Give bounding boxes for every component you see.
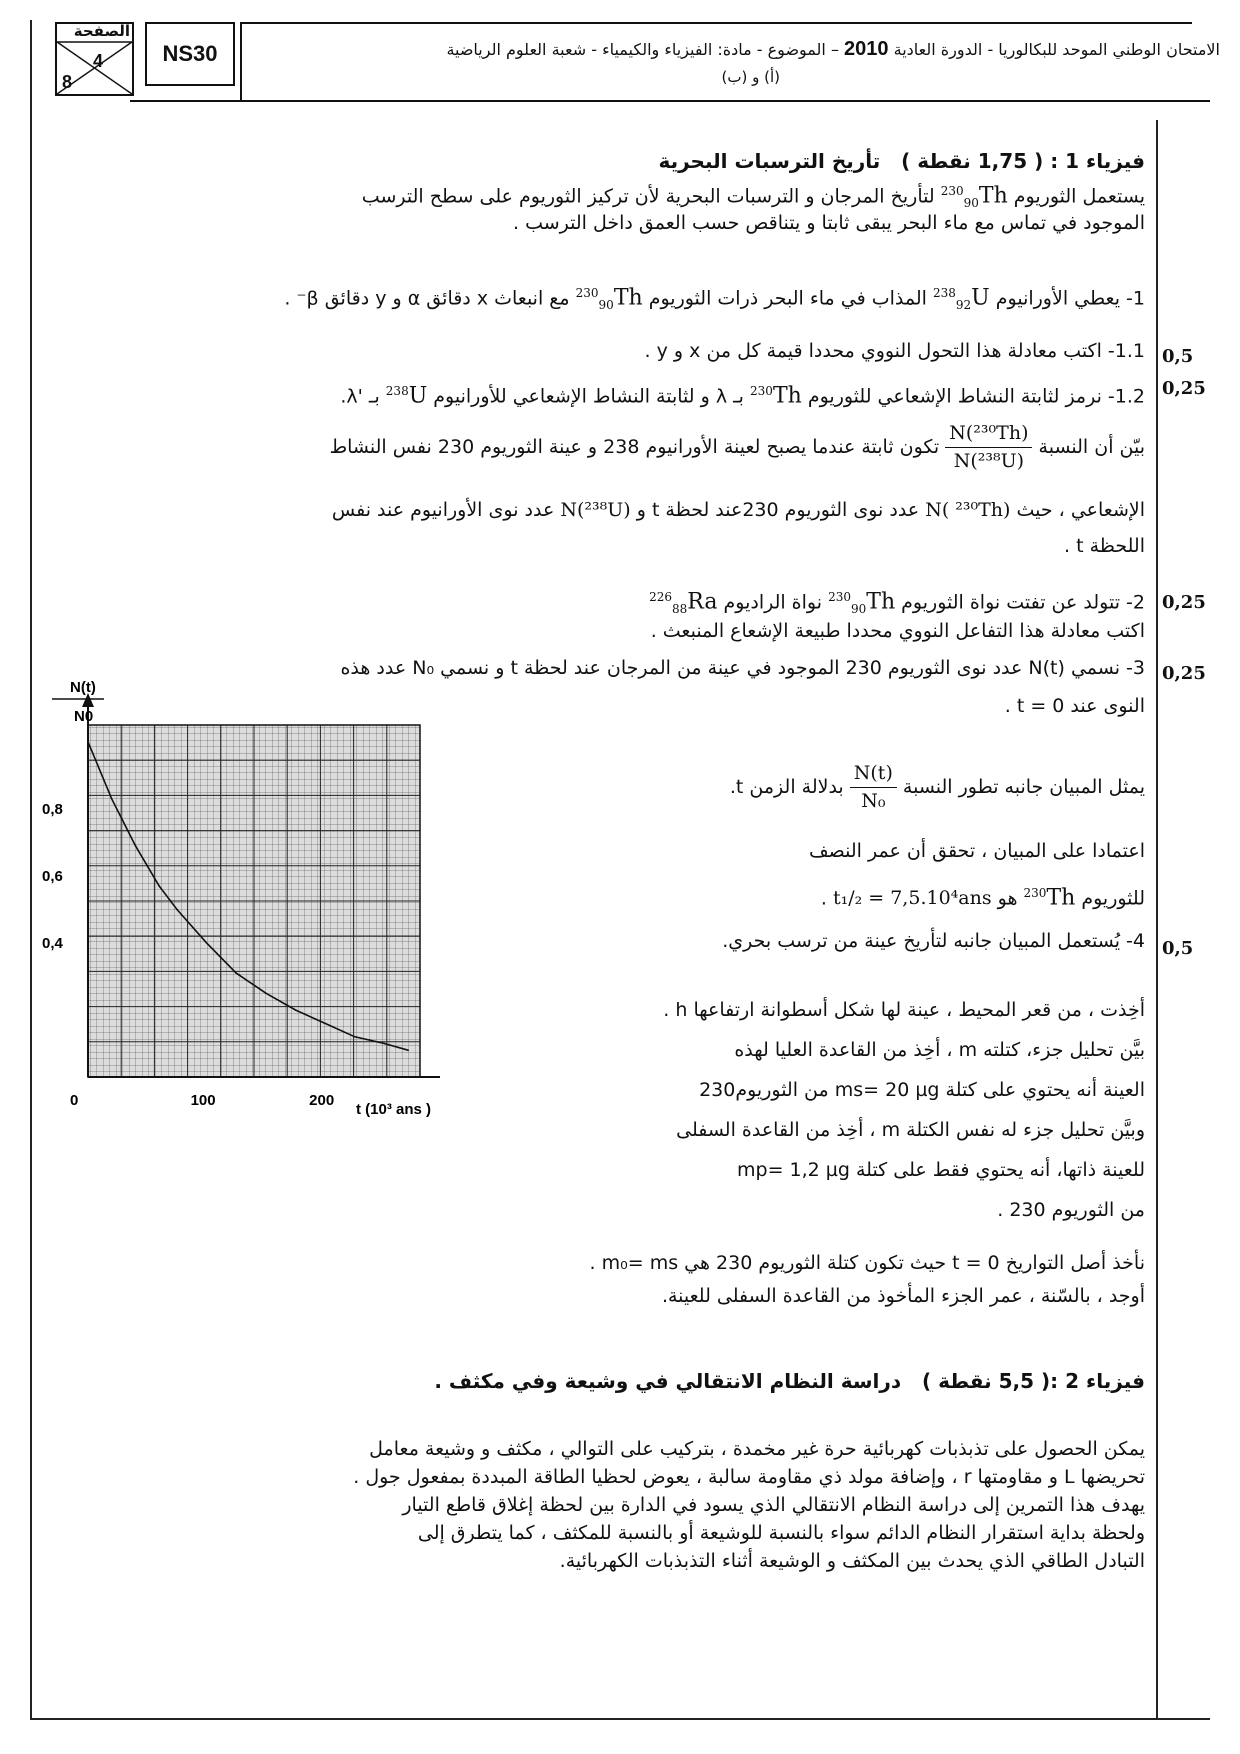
intro-text-a: يستعمل الثوريوم bbox=[1013, 185, 1145, 208]
decay-curve-point bbox=[265, 992, 267, 994]
q1-2-part-c: بـ 'λ. bbox=[340, 385, 380, 408]
graph-intro-a: يمثل المبيان جانبه تطور النسبة bbox=[902, 776, 1145, 798]
q2-part-a: 2- تتولد عن تفتت نواة الثوريوم bbox=[901, 591, 1145, 614]
ex2-line-2: تحريضها L و مقاومتها r ، وإضافة مولد ذي مقاومة سالبة ، يعوض لحظيا الطاقة المبددة بمفعول جول . bbox=[353, 1466, 1145, 1488]
chart-grid bbox=[88, 725, 420, 1077]
q1-2-text bbox=[85, 378, 1145, 410]
decay-curve-point bbox=[384, 1043, 386, 1045]
decay-curve-point bbox=[295, 1009, 297, 1011]
x-tick-label: 0 bbox=[70, 1092, 79, 1109]
q4-body bbox=[525, 990, 1145, 1230]
nuclide-th230-q1: $^{230}_{90}$Th bbox=[575, 285, 643, 313]
score-column-divider bbox=[1156, 120, 1158, 1718]
q1-2-part-b: بـ λ و لثابتة النشاط الإشعاعي للأورانيوم bbox=[433, 385, 744, 408]
x-tick-label: 200 bbox=[309, 1092, 335, 1109]
header-rule bbox=[130, 100, 1210, 102]
ratio-condition: تكون ثابتة عندما يصبح لعينة الأورانيوم 238 و عينة الثوريوم 230 نفس النشاط bbox=[329, 436, 940, 458]
y-tick-label: 0,4 bbox=[42, 934, 63, 952]
q1-part-b: المذاب في ماء البحر ذرات الثوريوم bbox=[648, 287, 927, 310]
score-q4: 0,5 bbox=[1162, 938, 1194, 959]
ratio-denominator: N(²³⁸U) bbox=[953, 450, 1025, 472]
where-b: عدد نوى الثوريوم 230عند لحظة t و bbox=[636, 499, 920, 521]
half-life-value: t₁/₂ = 7,5.10⁴ans bbox=[832, 887, 992, 910]
q4-origin: نأخذ أصل التواريخ t = 0 حيث تكون كتلة الثوريوم 230 هي m₀= ms . bbox=[589, 1252, 1145, 1274]
nuclide-th230-q3: $^{230}$Th bbox=[1023, 885, 1076, 911]
q4-line-d: وبيَّن تحليل جزء له نفس الكتلة m ، أخِذ من القاعدة السفلى bbox=[676, 1119, 1145, 1141]
q1-text bbox=[85, 280, 1145, 319]
q3-text: 3- نسمي N(t) عدد نوى الثوريوم 230 الموجود في عينة من المرجان عند لحظة t و نسمي N₀ عدد هذه bbox=[340, 657, 1145, 679]
q3-t0: النوى عند t = 0 . bbox=[1004, 695, 1145, 717]
q4-line-a: أخِذت ، من قعر المحيط ، عينة لها شكل أسطوانة ارتفاعها h . bbox=[663, 999, 1145, 1021]
nt-n0-fraction bbox=[850, 760, 897, 815]
ex2-line-5: التبادل الطاقي الذي يحدث بين المكثف و الوشيعة أثناء التذبذبات الكهربائية. bbox=[559, 1550, 1145, 1572]
decay-chart bbox=[38, 675, 508, 1140]
ex1-title bbox=[658, 148, 1145, 175]
header-box bbox=[240, 22, 1192, 102]
q1-part-a: 1- يعطي الأورانيوم bbox=[995, 287, 1145, 310]
header-title bbox=[290, 38, 1220, 61]
score-q1-2: 0,25 bbox=[1162, 378, 1206, 399]
q4-line-b: بيَّن تحليل جزء، كتلته m ، أخِذ من القاعدة العليا لهذه bbox=[734, 1039, 1145, 1061]
nuclide-th230: $^{230}_{90}$Th bbox=[940, 183, 1008, 211]
half-life-b: هو bbox=[997, 887, 1018, 910]
n0-denominator: N₀ bbox=[861, 790, 886, 812]
decay-curve-point bbox=[158, 885, 160, 887]
page-number-box bbox=[55, 22, 134, 96]
ex2-paragraph bbox=[85, 1435, 1145, 1575]
decay-curve-point bbox=[135, 845, 137, 847]
ex2-line-3: يهدف هذا التمرين إلى دراسة النظام الانتقالي الذي يسود في الدارة بين لحظة إغلاق قاطع التيار bbox=[402, 1494, 1145, 1516]
y-tick-label: 0,8 bbox=[42, 800, 63, 818]
decay-curve-point bbox=[354, 1036, 356, 1038]
exam-code: NS30 bbox=[145, 22, 235, 86]
q4-line-c: العينة أنه يحتوي على كتلة ms= 20 µg من الثوريوم230 bbox=[699, 1079, 1145, 1101]
ex1-subtitle: تأريخ الترسبات البحرية bbox=[658, 149, 881, 173]
decay-curve-point bbox=[407, 1049, 409, 1051]
x-axis-label: t (10³ ans ) bbox=[356, 1101, 432, 1118]
nt-numerator: N(t) bbox=[850, 760, 897, 788]
header-subject: – الموضوع - مادة: الفيزياء والكيمياء - شعبة العلوم الرياضية bbox=[446, 40, 839, 59]
q4-find-age: أوجد ، بالسّنة ، عمر الجزء المأخوذ من القاعدة السفلى للعينة. bbox=[661, 1285, 1145, 1307]
nuclide-u238: $^{238}_{92}$U bbox=[932, 285, 990, 313]
page-frame-bottom bbox=[30, 1718, 1210, 1720]
where-c: عدد نوى الأورانيوم عند نفس bbox=[331, 499, 555, 521]
ratio-numerator: N(²³⁰Th) bbox=[945, 420, 1032, 448]
x-tick-label: 100 bbox=[190, 1092, 216, 1109]
q1-part-c: مع انبعاث x دقائق α و y دقائق β⁻ . bbox=[284, 287, 570, 310]
q3-half-life: للثوريوم $^{230}$Th هو t₁/₂ = 7,5.10⁴ans . bbox=[525, 880, 1145, 912]
y-tick-label: 0,6 bbox=[42, 867, 63, 885]
page-number: 4 bbox=[93, 51, 104, 71]
decay-curve-point bbox=[111, 798, 113, 800]
y-axis-label-numerator: N(t) bbox=[70, 679, 96, 696]
q1-2-instant: اللحظة t . bbox=[1064, 535, 1145, 557]
y-axis-label-denominator: N0 bbox=[74, 708, 94, 725]
ratio-intro: بيّن أن النسبة bbox=[1038, 436, 1145, 458]
decay-curve-point bbox=[235, 972, 237, 974]
ratio-fraction bbox=[945, 420, 1032, 475]
header-session: الامتحان الوطني الموحد للبكالوريا - الدورة العادية bbox=[893, 40, 1220, 59]
q4-text: 4- يُستعمل المبيان جانبه لتأريخ عينة من ترسب بحري. bbox=[722, 930, 1145, 952]
ex1-title-points: فيزياء 1 : ( 1,75 نقطة ) bbox=[901, 149, 1145, 173]
decay-curve-point bbox=[176, 909, 178, 911]
ex1-intro-line2: الموجود في تماس مع ماء البحر يبقى ثابتا و يتناقص حسب العمق داخل الترسب . bbox=[513, 212, 1145, 234]
ex2-title-points: فيزياء 2 :( 5,5 نقطة ) bbox=[922, 1369, 1145, 1393]
page-label: الصفحة bbox=[73, 22, 130, 40]
score-q2: 0,25 bbox=[1162, 592, 1206, 613]
nuclide-th230-q12: $^{230}$Th bbox=[750, 383, 802, 409]
q4-line-e: للعينة ذاتها، أنه يحتوي فقط على كتلة mp= 1,2 µg bbox=[737, 1159, 1145, 1181]
score-q1-1: 0,5 bbox=[1162, 346, 1194, 367]
page-total: 8 bbox=[62, 72, 73, 92]
decay-curve-point bbox=[206, 942, 208, 944]
ex2-subtitle: دراسة النظام الانتقالي في وشيعة وفي مكثف . bbox=[434, 1369, 902, 1393]
q4-line-f: من الثوريوم 230 . bbox=[997, 1199, 1145, 1221]
ex2-line-4: ولحظة بداية استقرار النظام الدائم سواء بالنسبة للوشيعة أو بالنسبة للمكثف ، كما يتطرق إلى bbox=[417, 1522, 1145, 1544]
decay-curve-point bbox=[324, 1023, 326, 1025]
n-uranium: N(²³⁸U) bbox=[560, 499, 631, 521]
intro-text-b: لتأريخ المرجان و الترسبات البحرية لأن تركيز الثوريوم على سطح الترسب bbox=[361, 185, 935, 208]
q1-1-text: 1.1- اكتب معادلة هذا التحول النووي محددا قيمة كل من x و y . bbox=[644, 340, 1145, 362]
q1-2-where-line bbox=[85, 497, 1145, 524]
ex2-title bbox=[434, 1368, 1145, 1395]
nuclide-u238-q12: $^{238}$U bbox=[385, 383, 428, 409]
score-q3: 0,25 bbox=[1162, 663, 1206, 684]
decay-curve-point bbox=[87, 741, 89, 743]
header-options: (أ) و (ب) bbox=[721, 68, 780, 86]
page-frame-left bbox=[30, 20, 32, 1720]
q2-instruction: اكتب معادلة هذا التفاعل النووي محددا طبيعة الإشعاع المنبعث . bbox=[650, 620, 1145, 642]
q1-2-part-a: 1.2- نرمز لثابتة النشاط الإشعاعي للثوريوم bbox=[807, 385, 1145, 408]
q1-2-ratio-line bbox=[85, 420, 1145, 475]
q2-part-b: نواة الراديوم bbox=[723, 591, 823, 614]
header-year: 2010 bbox=[844, 38, 889, 60]
nuclide-ra226: $^{226}_{88}$Ra bbox=[649, 589, 718, 617]
ex2-line-1: يمكن الحصول على تذبذبات كهربائية حرة غير مخمدة ، بتركيب على التوالي ، مكثف و وشيعة معامل bbox=[369, 1438, 1145, 1460]
q3-graph-line bbox=[525, 760, 1145, 815]
nuclide-th230-q2: $^{230}_{90}$Th bbox=[828, 589, 896, 617]
graph-intro-b: بدلالة الزمن t. bbox=[729, 776, 844, 798]
n-thorium: N( ²³⁰Th) bbox=[925, 499, 1011, 521]
half-life-a: للثوريوم bbox=[1081, 887, 1145, 910]
where-a: الإشعاعي ، حيث bbox=[1016, 499, 1145, 521]
q3-verify: اعتمادا على المبيان ، تحقق أن عمر النصف bbox=[809, 840, 1145, 862]
